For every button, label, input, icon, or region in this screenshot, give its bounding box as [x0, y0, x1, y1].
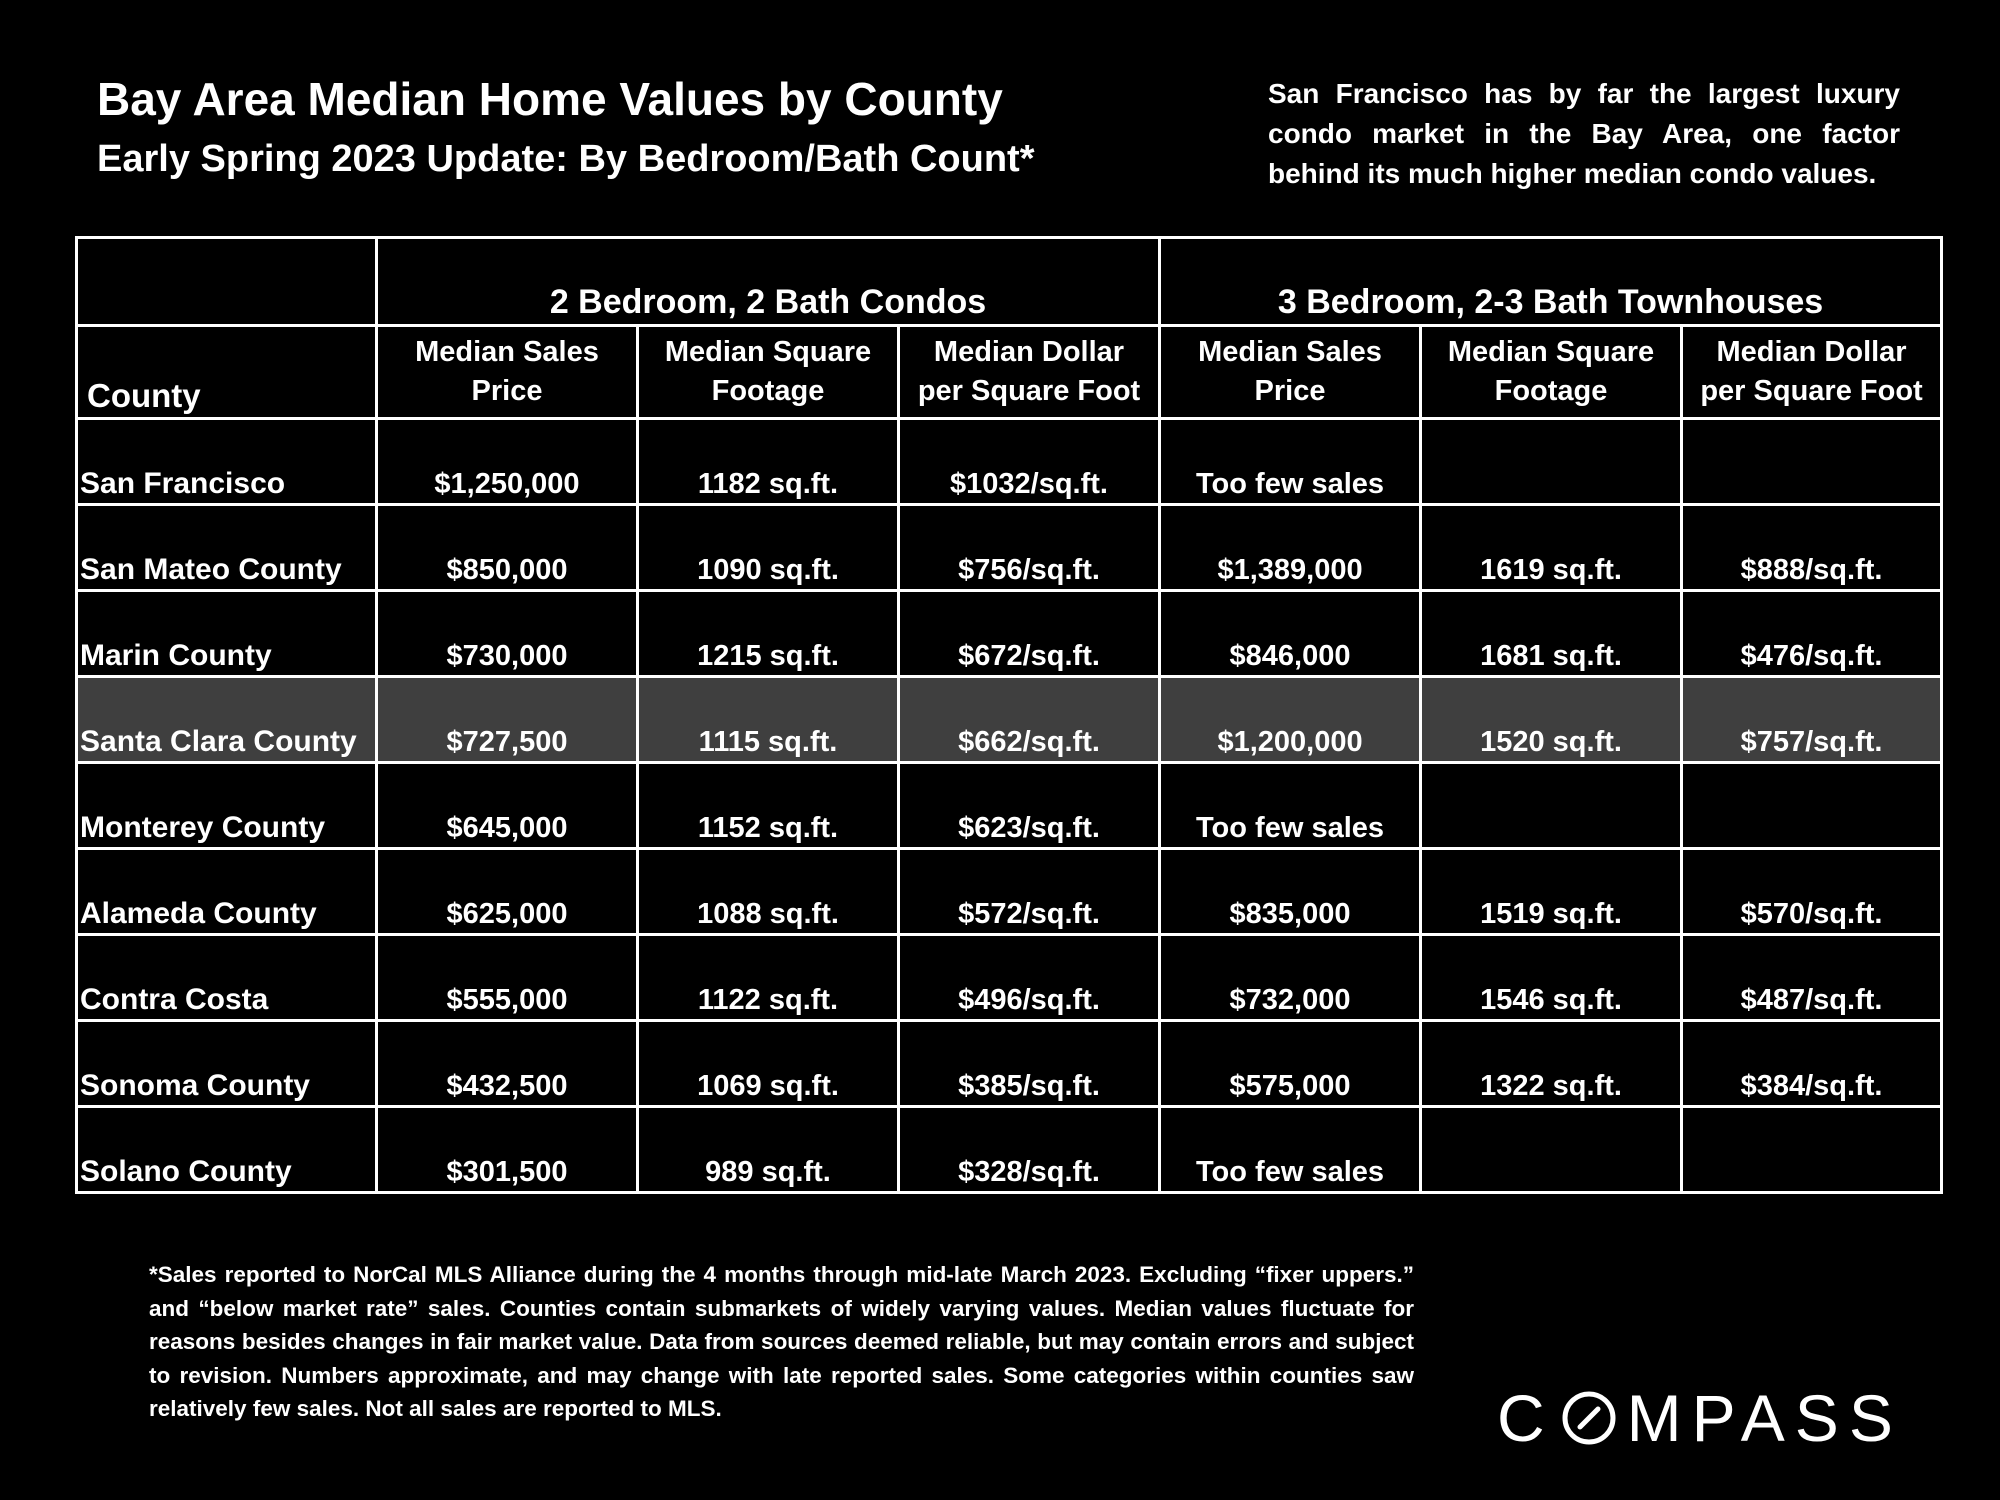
table-cell: $846,000 [1160, 591, 1421, 677]
table-cell: $384/sq.ft. [1682, 1021, 1942, 1107]
table-cell: Too few sales [1160, 419, 1421, 505]
column-header: Median Square Footage [638, 326, 899, 419]
table-row [77, 419, 1942, 505]
table-cell: $1,200,000 [1160, 677, 1421, 763]
table-cell: 1090 sq.ft. [638, 505, 899, 591]
table-cell: $835,000 [1160, 849, 1421, 935]
table-cell: $1032/sq.ft. [899, 419, 1160, 505]
table-row [77, 1021, 1942, 1107]
table-cell [1682, 1107, 1942, 1193]
table-cell [1421, 763, 1682, 849]
compass-logo [1497, 1378, 1903, 1458]
table-cell: 1520 sq.ft. [1421, 677, 1682, 763]
table-cell: $487/sq.ft. [1682, 935, 1942, 1021]
table-cell: $623/sq.ft. [899, 763, 1160, 849]
home-values-table [75, 236, 1943, 1194]
table-cell: $888/sq.ft. [1682, 505, 1942, 591]
table-cell: 1519 sq.ft. [1421, 849, 1682, 935]
table-cell [1421, 419, 1682, 505]
column-header: Median Sales Price [1160, 326, 1421, 419]
table-row-highlighted [77, 677, 1942, 763]
page-title: Bay Area Median Home Values by County [97, 73, 1003, 125]
table-cell [1682, 419, 1942, 505]
table-cell: 1681 sq.ft. [1421, 591, 1682, 677]
table-cell: 1115 sq.ft. [638, 677, 899, 763]
logo-text-end: MPASS [1626, 1381, 1903, 1455]
table-cell: $301,500 [377, 1107, 638, 1193]
table-cell: 1322 sq.ft. [1421, 1021, 1682, 1107]
county-name: Solano County [77, 1107, 377, 1193]
table-cell: $328/sq.ft. [899, 1107, 1160, 1193]
table-cell: $672/sq.ft. [899, 591, 1160, 677]
group-header-condos: 2 Bedroom, 2 Bath Condos [377, 238, 1160, 326]
table-cell: $625,000 [377, 849, 638, 935]
table-cell: 1546 sq.ft. [1421, 935, 1682, 1021]
table-cell: 1088 sq.ft. [638, 849, 899, 935]
table-cell: $730,000 [377, 591, 638, 677]
table-cell: $1,389,000 [1160, 505, 1421, 591]
table-cell: $727,500 [377, 677, 638, 763]
table-cell: 1152 sq.ft. [638, 763, 899, 849]
side-note: San Francisco has by far the largest luxury condo market in the Bay Area, one factor behind its much higher median condo values. [1268, 78, 1900, 189]
group-header-townhouses: 3 Bedroom, 2-3 Bath Townhouses [1160, 238, 1942, 326]
table-cell: Too few sales [1160, 1107, 1421, 1193]
corner-cell [77, 238, 377, 326]
table-cell: 989 sq.ft. [638, 1107, 899, 1193]
table-cell: $756/sq.ft. [899, 505, 1160, 591]
table-cell: $732,000 [1160, 935, 1421, 1021]
table-cell [1421, 1107, 1682, 1193]
table-row [77, 763, 1942, 849]
table-cell: $757/sq.ft. [1682, 677, 1942, 763]
table-cell: 1122 sq.ft. [638, 935, 899, 1021]
table-row [77, 849, 1942, 935]
county-name: San Francisco [77, 419, 377, 505]
table-cell: 1215 sq.ft. [638, 591, 899, 677]
table-cell: $662/sq.ft. [899, 677, 1160, 763]
table-cell: $850,000 [377, 505, 638, 591]
table-row [77, 935, 1942, 1021]
column-header: Median Dollar per Square Foot [1682, 326, 1942, 419]
group-header-row [77, 238, 1942, 326]
logo-text-start: C [1497, 1381, 1555, 1455]
page-subtitle: Early Spring 2023 Update: By Bedroom/Bath Count* [97, 138, 1035, 180]
table-cell: $432,500 [377, 1021, 638, 1107]
county-column-header: County [77, 326, 377, 419]
table-cell: Too few sales [1160, 763, 1421, 849]
column-header-row [77, 326, 1942, 419]
county-name: Santa Clara County [77, 677, 377, 763]
table-cell: 1069 sq.ft. [638, 1021, 899, 1107]
table-cell [1682, 763, 1942, 849]
column-header: Median Square Footage [1421, 326, 1682, 419]
column-header: Median Sales Price [377, 326, 638, 419]
county-name: Monterey County [77, 763, 377, 849]
table-cell: $385/sq.ft. [899, 1021, 1160, 1107]
table-cell: $645,000 [377, 763, 638, 849]
county-name: San Mateo County [77, 505, 377, 591]
table-row [77, 591, 1942, 677]
county-name: Marin County [77, 591, 377, 677]
county-name: Alameda County [77, 849, 377, 935]
table-cell: $476/sq.ft. [1682, 591, 1942, 677]
table-cell: $555,000 [377, 935, 638, 1021]
table-cell: $1,250,000 [377, 419, 638, 505]
footnote: *Sales reported to NorCal MLS Alliance during the 4 months through mid-late March 2023. Excluding “fixer uppers.” and “below market rate” sales. Counties contain submarkets of widely varying values. Median values fluctuate for reasons besides changes in fair market value. Data from sources deemed reliable, but may contain errors and subject to revision. Numbers approximate, and may change with late reported sales. Some categories within counties saw relatively few sales. Not all sales are reported to MLS. [149, 1262, 1414, 1421]
table-cell: $496/sq.ft. [899, 935, 1160, 1021]
column-header: Median Dollar per Square Foot [899, 326, 1160, 419]
table-cell: $570/sq.ft. [1682, 849, 1942, 935]
table-cell: 1182 sq.ft. [638, 419, 899, 505]
table-cell: 1619 sq.ft. [1421, 505, 1682, 591]
county-name: Contra Costa [77, 935, 377, 1021]
compass-o-icon [1561, 1390, 1617, 1446]
table-cell: $572/sq.ft. [899, 849, 1160, 935]
county-name: Sonoma County [77, 1021, 377, 1107]
table-cell: $575,000 [1160, 1021, 1421, 1107]
table-row [77, 505, 1942, 591]
table-row [77, 1107, 1942, 1193]
